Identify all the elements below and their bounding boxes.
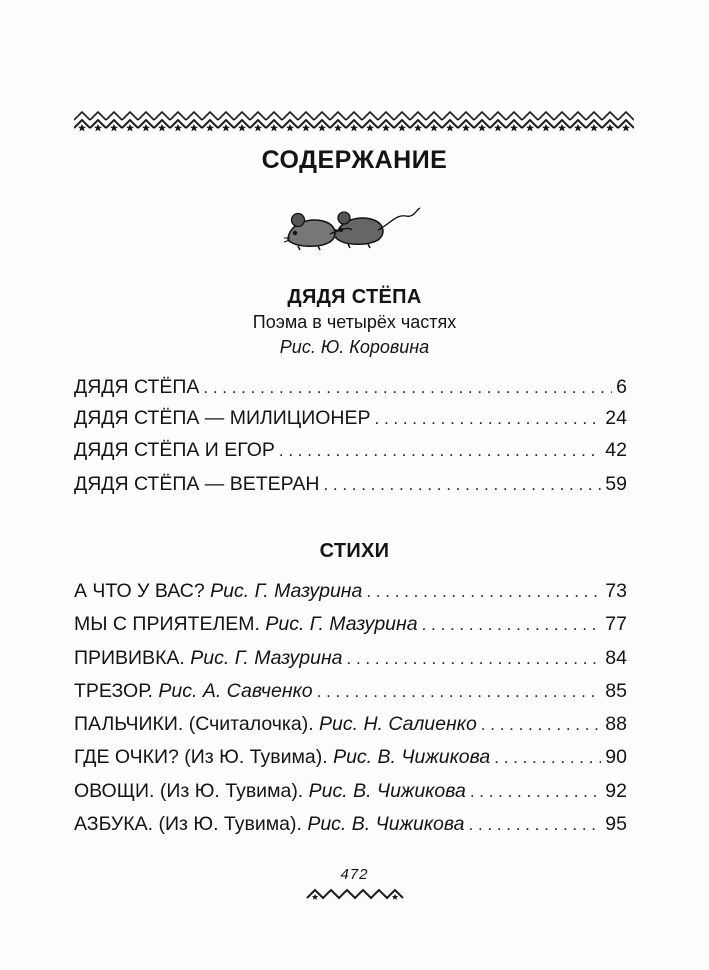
toc-entry-illustrator: Рис. Г. Мазурина	[265, 613, 418, 635]
toc-entry-title	[74, 780, 466, 803]
toc-entry-illustrator: Рис. А. Савченко	[158, 680, 313, 702]
mice-illustration-icon	[278, 200, 423, 252]
leader-dots	[470, 782, 601, 802]
leader-dots	[279, 441, 601, 461]
toc-page-number: 92	[605, 780, 627, 802]
leader-dots	[323, 475, 601, 495]
toc-entry-name: ТРЕЗОР.	[74, 680, 153, 702]
toc-entry-title	[74, 613, 418, 636]
leader-dots	[494, 748, 601, 768]
toc-entry-title: ДЯДЯ СТЁПА	[74, 376, 200, 398]
toc-entry-title	[74, 680, 313, 703]
leader-dots	[203, 378, 612, 398]
toc-entry[interactable]	[74, 473, 627, 503]
toc-entry[interactable]	[74, 613, 627, 643]
toc-entry-title: ДЯДЯ СТЁПА И ЕГОР	[74, 439, 275, 461]
toc-entry[interactable]	[74, 813, 627, 843]
leader-dots	[422, 615, 602, 635]
toc-entry-name: АЗБУКА.	[74, 813, 154, 835]
toc-entry-note: (Из Ю. Тувима).	[184, 746, 328, 768]
toc-page-number: 95	[605, 813, 627, 835]
section-title-stikhi: СТИХИ	[319, 540, 390, 562]
zigzag-border-icon	[74, 108, 634, 134]
leader-dots	[366, 582, 601, 602]
toc-entry-title	[74, 746, 490, 769]
toc-page-number: 77	[605, 613, 627, 635]
toc-entry[interactable]	[74, 746, 627, 776]
toc-entry-name: ГДЕ ОЧКИ?	[74, 746, 179, 768]
toc-entry-name: МЫ С ПРИЯТЕЛЕМ.	[74, 613, 260, 635]
toc-page-number: 90	[605, 746, 627, 768]
toc-entry-name: ОВОЩИ.	[74, 780, 155, 802]
leader-dots	[317, 682, 602, 702]
leader-dots	[469, 815, 602, 835]
toc-page-number: 73	[605, 580, 627, 602]
toc-entry-illustrator: Рис. В. Чижикова	[307, 813, 465, 835]
section-illustrator: Рис. Ю. Коровина	[279, 337, 430, 357]
toc-entry-title: ДЯДЯ СТЁПА — МИЛИЦИОНЕР	[74, 407, 371, 429]
toc-entry[interactable]	[74, 580, 627, 610]
toc-entry[interactable]	[74, 647, 627, 677]
toc-page-number: 6	[616, 376, 627, 398]
toc-page-number: 24	[605, 407, 627, 429]
leader-dots	[347, 649, 602, 669]
toc-page-number: 88	[605, 713, 627, 735]
section-subtitle: Поэма в четырёх частях	[252, 312, 457, 332]
toc-entry-name: ПАЛЬЧИКИ.	[74, 713, 184, 735]
page-number: 472	[340, 866, 369, 883]
toc-entry-title: ДЯДЯ СТЁПА — ВЕТЕРАН	[74, 473, 320, 495]
leader-dots	[481, 715, 602, 735]
toc-entry-illustrator: Рис. В. Чижикова	[308, 780, 466, 802]
toc-entry-title	[74, 647, 343, 670]
toc-page-number: 84	[605, 647, 627, 669]
toc-entry-name: А ЧТО У ВАС?	[74, 580, 205, 602]
toc-entry[interactable]	[74, 780, 627, 810]
toc-entry[interactable]	[74, 376, 627, 406]
toc-page-number: 42	[605, 439, 627, 461]
toc-entry[interactable]	[74, 713, 627, 743]
toc-entry-illustrator: Рис. В. Чижикова	[333, 746, 491, 768]
toc-entry-illustrator: Рис. Н. Салиенко	[319, 713, 477, 735]
page-title: СОДЕРЖАНИЕ	[261, 146, 448, 174]
toc-entry-note: (Из Ю. Тувима).	[158, 813, 302, 835]
toc-entry-illustrator: Рис. Г. Мазурина	[190, 647, 343, 669]
toc-entry[interactable]	[74, 680, 627, 710]
toc-entry-note: (Считалочка).	[188, 713, 314, 735]
leader-dots	[375, 409, 602, 429]
zigzag-border-icon	[305, 884, 405, 902]
toc-entry-title	[74, 813, 465, 836]
toc-entry-name: ПРИВИВКА.	[74, 647, 185, 669]
toc-entry-illustrator: Рис. Г. Мазурина	[210, 580, 363, 602]
toc-entry-title	[74, 713, 477, 736]
section-title-dyadya-styopa: ДЯДЯ СТЁПА	[287, 286, 422, 308]
toc-entry-title	[74, 580, 362, 603]
toc-page-number: 85	[605, 680, 627, 702]
toc-entry[interactable]	[74, 407, 627, 437]
toc-page-number: 59	[605, 473, 627, 495]
toc-entry[interactable]	[74, 439, 627, 469]
toc-entry-note: (Из Ю. Тувима).	[159, 780, 304, 802]
